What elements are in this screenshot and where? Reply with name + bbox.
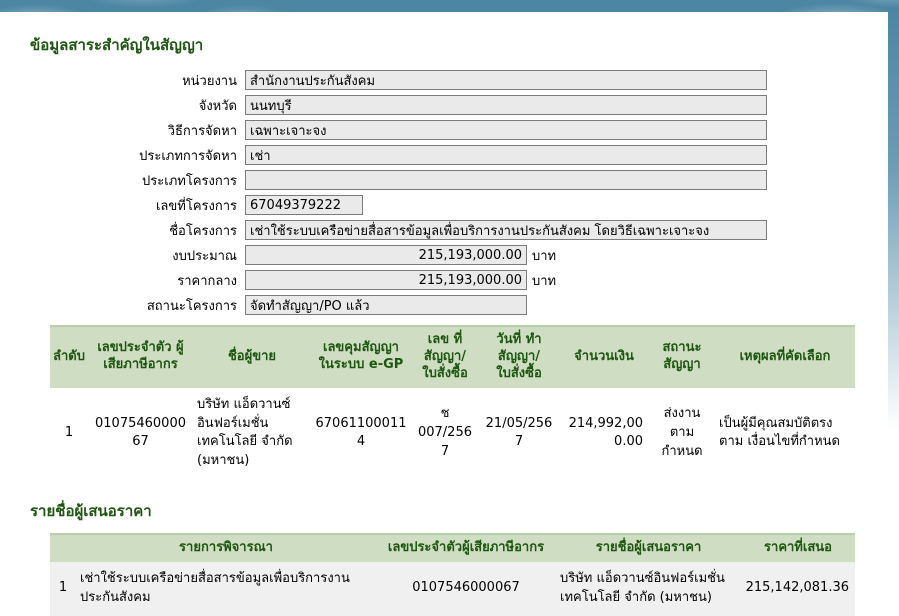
- bidder-table-header: [50, 534, 855, 562]
- cell-amount: 214,992,000.00: [559, 388, 649, 479]
- budget-unit-label: บาท: [532, 248, 557, 264]
- contract-table-header-row: [50, 326, 855, 388]
- form-row-project-status: [30, 295, 899, 315]
- form-row-agency: [30, 70, 899, 90]
- procurement-type-field[interactable]: [245, 145, 767, 165]
- header-vendor-name: ชื่อผู้ขาย: [193, 326, 311, 388]
- budget-label: งบประมาณ: [172, 248, 237, 264]
- header-contract-date: วันที่ ทำสัญญา/ ใบสั่งซื้อ: [479, 326, 559, 388]
- cell-vendor-name: บริษัท แอ็ดวานซ์อินฟอร์เมชั่น เทคโนโลยี จำกัด (มหาชน): [193, 388, 311, 479]
- bidders-title: รายชื่อผู้เสนอราคา: [30, 502, 152, 521]
- header-tax-id: เลขประจำตัว ผู้เสียภาษีอากร: [88, 326, 193, 388]
- form-row-project-name: [30, 220, 899, 240]
- contract-table: [50, 325, 855, 479]
- project-status-label: สถานะโครงการ: [146, 298, 237, 314]
- cell-selection-reason: เป็นผู้มีคุณสมบัติตรงตาม เงื่อนไขที่กำหนด: [715, 388, 855, 479]
- procurement-method-label: วิธีการจัดหา: [167, 123, 237, 139]
- project-status-field[interactable]: [245, 295, 527, 315]
- cell-bidder-seq: 1: [50, 562, 76, 616]
- contract-table-row: [50, 388, 855, 479]
- form-row-province: [30, 95, 899, 115]
- form-row-procurement-method: [30, 120, 899, 140]
- project-name-field[interactable]: [245, 220, 767, 240]
- procurement-method-field[interactable]: [245, 120, 767, 140]
- contract-info-form: [30, 70, 899, 315]
- bidder-table: [50, 533, 855, 616]
- header-amount: จำนวนเงิน: [559, 326, 649, 388]
- form-row-budget: [30, 245, 899, 265]
- header-contract-status: สถานะ สัญญา: [649, 326, 715, 388]
- agency-label: หน่วยงาน: [182, 73, 237, 89]
- form-row-project-type: [30, 170, 899, 190]
- form-row-median-price: [30, 270, 899, 290]
- cell-bidder-tax-id: 0107546000067: [376, 562, 556, 616]
- province-label: จังหวัด: [198, 98, 237, 114]
- budget-field[interactable]: [245, 245, 527, 265]
- header-bidder-tax-id: เลขประจำตัวผู้เสียภาษีอากร: [376, 534, 556, 562]
- form-row-procurement-type: [30, 145, 899, 165]
- cell-offered-price: 215,142,081.36: [741, 562, 855, 616]
- cell-contract-status: ส่งงานตาม กำหนด: [649, 388, 715, 479]
- header-egp-contract-no: เลขคุมสัญญา ในระบบ e-GP: [311, 326, 411, 388]
- province-field[interactable]: [245, 95, 767, 115]
- header-bidder-name: รายชื่อผู้เสนอราคา: [556, 534, 741, 562]
- cell-bidder-name: บริษัท แอ็ดวานซ์อินฟอร์เมชั่นเทคโนโลยี จำกัด (มหาชน): [556, 562, 741, 616]
- project-number-field[interactable]: [245, 195, 363, 215]
- header-offered-price: ราคาที่เสนอ: [741, 534, 855, 562]
- cell-contract-no: ช 007/2567: [411, 388, 479, 479]
- contract-table-header: [50, 326, 855, 388]
- median-price-field[interactable]: [245, 270, 527, 290]
- cell-tax-id: 0107546000067: [88, 388, 193, 479]
- bidder-table-row: [50, 562, 855, 616]
- header-selection-reason: เหตุผลที่คัดเลือก: [715, 326, 855, 388]
- procurement-type-label: ประเภทการจัดหา: [139, 148, 237, 164]
- form-row-project-number: [30, 195, 899, 215]
- agency-field[interactable]: [245, 70, 767, 90]
- project-type-field[interactable]: [245, 170, 767, 190]
- cell-consideration-item: เช่าใช้ระบบเครือข่ายสื่อสารข้อมูลเพื่อบริการงาน ประกันสังคม: [76, 562, 376, 616]
- header-contract-no: เลข ที่สัญญา/ ใบสั่งซื้อ: [411, 326, 479, 388]
- median-price-unit-label: บาท: [532, 273, 557, 289]
- header-consideration-item: รายการพิจารณา: [76, 534, 376, 562]
- project-type-label: ประเภทโครงการ: [142, 173, 237, 189]
- header-seq: ลำดับ: [50, 326, 88, 388]
- project-number-label: เลขที่โครงการ: [155, 198, 237, 214]
- median-price-label: ราคากลาง: [177, 273, 237, 289]
- cell-contract-date: 21/05/2567: [479, 388, 559, 479]
- bidder-table-header-row: [50, 534, 855, 562]
- cell-seq: 1: [50, 388, 88, 479]
- contract-info-title: ข้อมูลสาระสำคัญในสัญญา: [30, 36, 204, 54]
- header-spacer: [50, 534, 76, 562]
- cell-egp-contract-no: 670611000114: [311, 388, 411, 479]
- project-name-label: ชื่อโครงการ: [169, 223, 237, 239]
